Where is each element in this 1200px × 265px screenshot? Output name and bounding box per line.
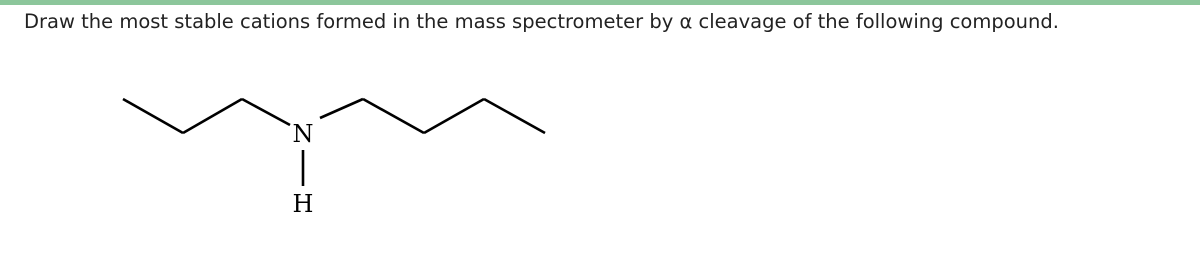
bond-n-c4: [320, 99, 363, 118]
bond-c6-c7: [484, 99, 545, 133]
question-text: Draw the most stable cations formed in the mass spectrometer by α cleavage of the following compound.: [24, 10, 1059, 33]
bond-c3-n: [242, 99, 290, 125]
hydrogen-atom-label: H: [292, 190, 314, 218]
bond-c1-c2: [123, 99, 183, 133]
bond-c2-c3: [183, 99, 242, 133]
nitrogen-atom-label: N: [292, 120, 314, 148]
bond-lines: [123, 99, 545, 186]
bond-c4-c5: [363, 99, 424, 133]
bond-c5-c6: [424, 99, 484, 133]
